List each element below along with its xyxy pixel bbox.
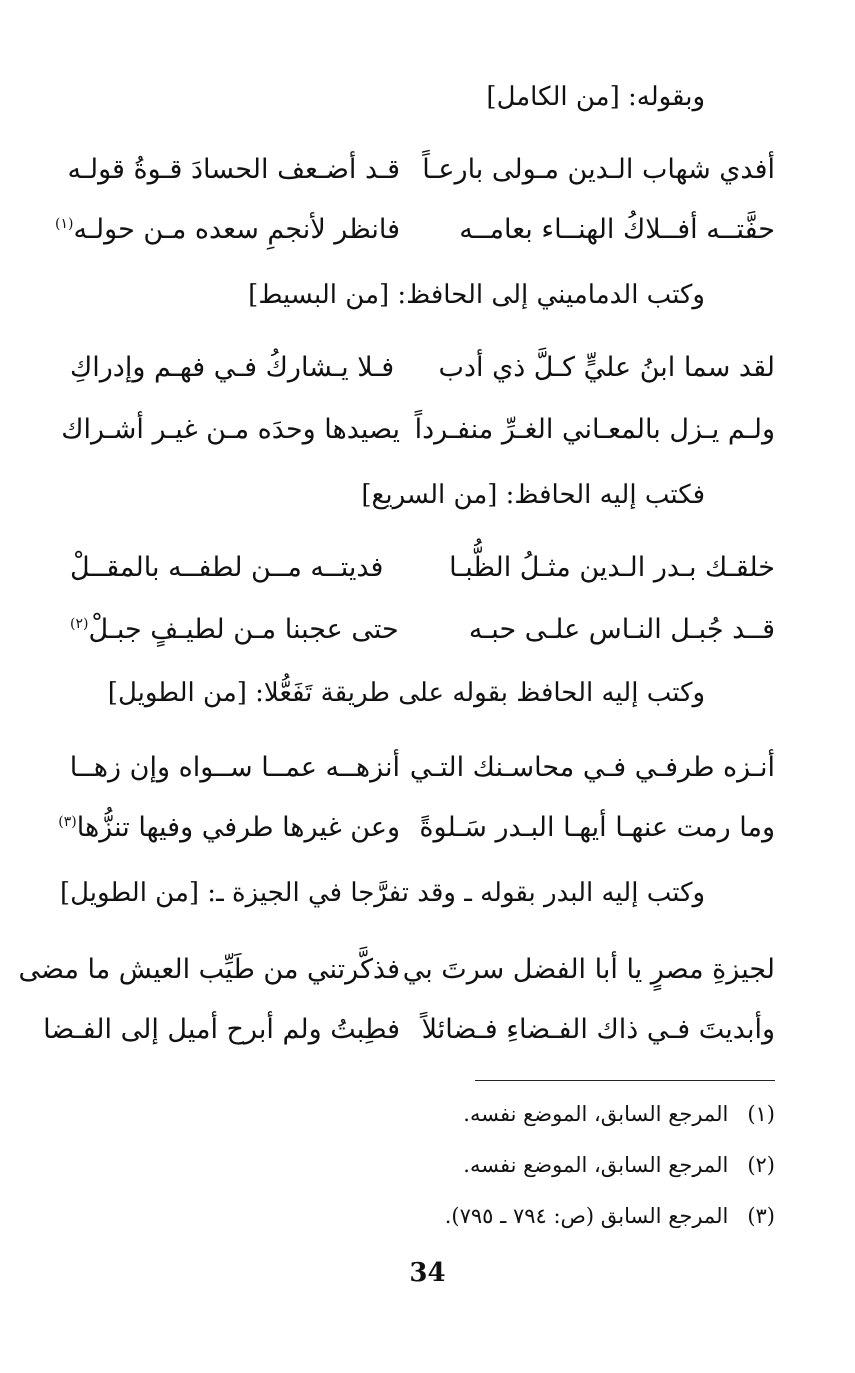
section-intro: فكتب إليه الحافظ: [من السريع] <box>361 480 705 510</box>
hemistich-text: يصيدها وحدَه مـن غيـر أشـراك <box>61 414 400 445</box>
footnote-text: المرجع السابق، الموضع نفسه. <box>463 1102 729 1126</box>
hemistich-text: فديتــه مــن لطفــه بالمقــلْ <box>70 552 384 583</box>
hemistich-text: فـلا يـشاركُ فـي فهـم وإدراكِ <box>70 352 395 383</box>
section-intro: وبقوله: [من الكامل] <box>486 82 705 112</box>
footnote <box>445 1204 775 1228</box>
hemistich-text: فذكَّرتني من طَيِّب العيش ما مضى <box>18 954 400 985</box>
verse-line <box>61 410 775 450</box>
verse-line <box>18 950 775 990</box>
verse-second-hemistich <box>61 410 400 450</box>
verse-second-hemistich <box>70 610 400 650</box>
footnote-number: (١) <box>747 1102 775 1126</box>
verse-line <box>70 548 775 588</box>
footnote-number: (٢) <box>747 1153 775 1177</box>
hemistich-text: فانظر لأنجمِ سعده مـن حولـه <box>73 214 400 245</box>
verse-second-hemistich <box>18 950 400 990</box>
hemistich-text: قـد أضـعف الحسادَ قـوةُ قولـه <box>67 154 400 185</box>
verse-line <box>58 808 775 848</box>
verse-first-hemistich: وأبديتَ فـي ذاك الفـضاءِ فـضائلاً <box>421 1014 775 1045</box>
verse-line <box>70 610 775 650</box>
footnote-number: (٣) <box>747 1204 775 1228</box>
verse-first-hemistich: لقد سما ابنُ عليٍّ كـلَّ ذي أدب <box>438 352 775 383</box>
section-intro: وكتب إليه الحافظ بقوله على طريقة تَفَعُّلا: [من الطويل] <box>107 678 705 708</box>
verse-first-hemistich: قــد جُبـل النـاس علـى حبـه <box>468 614 775 645</box>
footnote-text: المرجع السابق، الموضع نفسه. <box>463 1153 729 1177</box>
verse-second-hemistich <box>70 548 400 588</box>
footnote-marker: (٢) <box>70 616 89 632</box>
verse-second-hemistich <box>70 748 400 788</box>
verse-second-hemistich <box>58 808 400 848</box>
verse-second-hemistich <box>70 348 400 388</box>
verse-first-hemistich: وما رمت عنهـا أيهـا البـدر سَـلوةً <box>419 812 775 843</box>
verse-second-hemistich <box>43 1010 400 1050</box>
footnote <box>463 1102 775 1126</box>
footnote-separator <box>475 1080 775 1081</box>
verse-first-hemistich: لجيزةِ مصرٍ يا أبا الفضل سرتَ بي <box>402 954 775 985</box>
footnote-marker: (٣) <box>58 814 77 830</box>
verse-line <box>70 348 775 388</box>
section-intro: وكتب إليه البدر بقوله ـ وقد تفرَّجا في الجيزة ـ: [من الطويل] <box>59 878 705 908</box>
verse-line <box>43 1010 775 1050</box>
hemistich-text: وعن غيرها طرفي وفيها تنزُّها <box>76 812 400 843</box>
verse-first-hemistich: أفدي شهاب الـدين مـولى بارعـاً <box>422 154 775 185</box>
verse-first-hemistich: حفَّتــه أفــلاكُ الهنــاء بعامــه <box>459 214 775 245</box>
hemistich-text: فطِبتُ ولم أبرح أميل إلى الفـضا <box>43 1014 400 1045</box>
page-number: 34 <box>409 1258 446 1288</box>
verse-first-hemistich: أنـزه طرفـي فـي محاسـنك التـي <box>409 752 775 783</box>
verse-second-hemistich <box>67 150 400 190</box>
footnote-marker: (١) <box>55 216 74 232</box>
verse-first-hemistich: ولـم يـزل بالمعـاني الغـرِّ منفـرداً <box>414 414 775 445</box>
hemistich-text: حتى عجبنا مـن لطيـفٍ جبـلْ <box>88 614 399 645</box>
section-intro: وكتب الدماميني إلى الحافظ: [من البسيط] <box>248 280 705 310</box>
hemistich-text: أنزهــه عمــا ســواه وإن زهــا <box>69 752 400 783</box>
footnote <box>463 1153 775 1177</box>
verse-line <box>70 748 775 788</box>
footnote-text: المرجع السابق (ص: ٧٩٤ ـ ٧٩٥). <box>444 1204 729 1228</box>
verse-line <box>67 150 775 190</box>
verse-second-hemistich <box>55 210 400 250</box>
verse-line <box>55 210 775 250</box>
verse-first-hemistich: خلقـك بـدر الـدين مثـلُ الظُّبـا <box>449 552 775 583</box>
